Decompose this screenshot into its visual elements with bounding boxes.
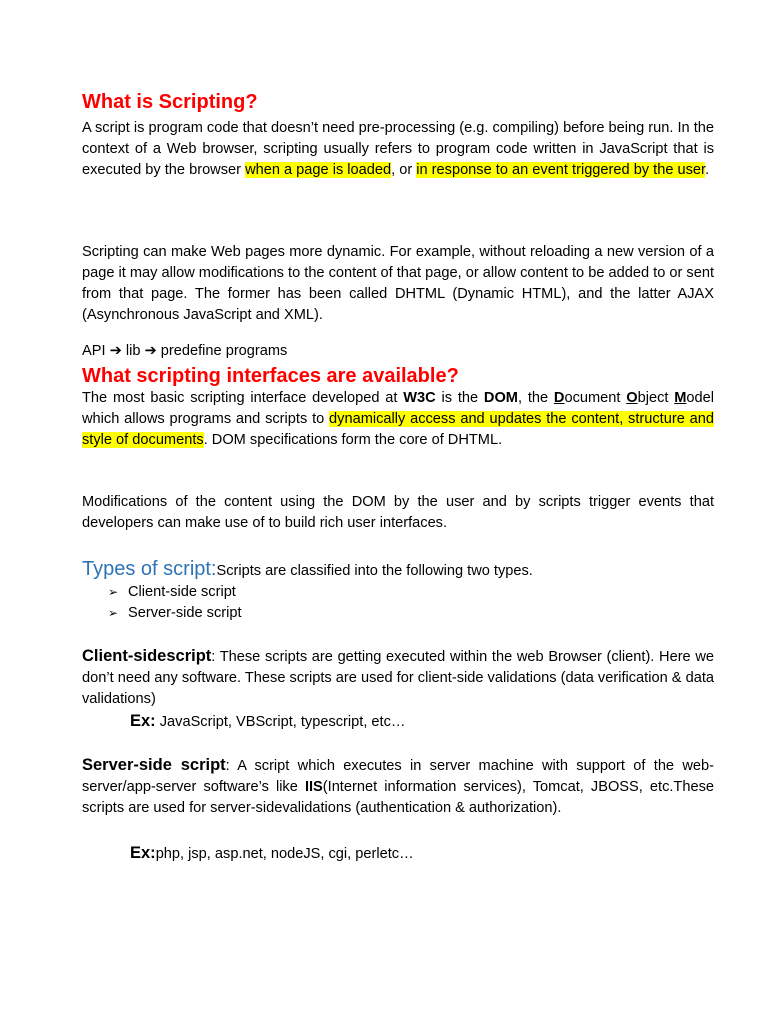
list-item	[108, 603, 242, 624]
term-client-sidescript: Client-sidescript	[82, 647, 212, 665]
letter-m: M	[674, 390, 687, 406]
text-run: .	[705, 162, 710, 178]
paragraph-script-definition	[82, 118, 714, 181]
example-label: Ex:	[130, 844, 156, 862]
highlight-page-loaded: when a page is loaded	[245, 162, 392, 178]
text-run: : A script which executes in server machine with support of the web-server/app-server software’s like	[82, 758, 714, 795]
server-example	[130, 843, 414, 865]
text-run: : These scripts are getting executed within the web Browser (client). Here we don’t need any software. These scripts are used for client-side validations (data verification & data validations)	[82, 649, 714, 707]
heading-scripting-interfaces: What scripting interfaces are available?	[82, 365, 459, 387]
paragraph-dynamic-pages: Scripting can make Web pages more dynamic. For example, without reloading a new version of a page it may allow modifications to the content of that page, or allow content to be added to or sent from that page. The former has been called DHTML (Dynamic HTML), and the latter AJAX (Asynchronous JavaScript and XML).	[82, 244, 714, 323]
text-run: The most basic scripting interface developed at	[82, 390, 404, 406]
example-label: Ex:	[130, 712, 156, 730]
text-run: (Internet information services), Tomcat, JBOSS, etc.These scripts are used for server-sidevalidations (authentication & authorization).	[82, 779, 714, 816]
list-item-label: Server-side script	[128, 605, 242, 621]
text-run: A script is program code that doesn’t need pre-processing (e.g. compiling) before being run. In the context of a Web browser, scripting usually refers to program code written in JavaScript that is executed by the browser	[82, 120, 714, 178]
text-run: bject	[637, 390, 675, 406]
example-text: php, jsp, asp.net, nodeJS, cgi, perletc…	[155, 846, 414, 862]
text-run: . DOM specifications form the core of DHTML.	[203, 432, 503, 448]
text-run: odel which allows programs and scripts to	[82, 390, 714, 427]
arrow-bullet-icon: ➢	[108, 606, 119, 620]
arrow-bullet-icon: ➢	[108, 585, 119, 599]
text-run: , or	[391, 162, 417, 178]
letter-o: O	[626, 390, 638, 406]
text-run: is the	[435, 390, 484, 406]
letter-d: D	[553, 390, 565, 406]
paragraph-client-side	[82, 646, 714, 710]
types-intro: Scripts are classified into the following two types.	[216, 563, 533, 579]
term-dom: DOM	[483, 390, 518, 406]
term-iis: IIS	[304, 779, 323, 795]
list-item-label: Client-side script	[128, 584, 236, 600]
term-w3c: W3C	[403, 390, 436, 406]
paragraph-dom	[82, 388, 714, 451]
paragraph-dom-modifications: Modifications of the content using the DOM by the user and by scripts trigger events that developers can make use of to build rich user interfaces.	[82, 494, 714, 531]
text-run: , the	[517, 390, 554, 406]
heading-what-is-scripting: What is Scripting?	[82, 91, 258, 113]
example-text: JavaScript, VBScript, typescript, etc…	[155, 714, 406, 730]
highlight-user-event: in response to an event triggered by the user	[416, 162, 706, 178]
paragraph-server-side	[82, 755, 714, 819]
types-of-script-line	[82, 555, 714, 585]
highlight-dynamic-access: dynamically access and updates the content, structure and style of documents	[82, 411, 714, 448]
api-line: API ➔ lib ➔ predefine programs	[82, 343, 288, 359]
client-example	[130, 711, 405, 733]
heading-types-of-script: Types of script:	[82, 558, 217, 580]
text-run: ocument	[564, 390, 627, 406]
term-server-side-script: Server-side script	[82, 756, 226, 774]
list-item	[108, 582, 236, 603]
